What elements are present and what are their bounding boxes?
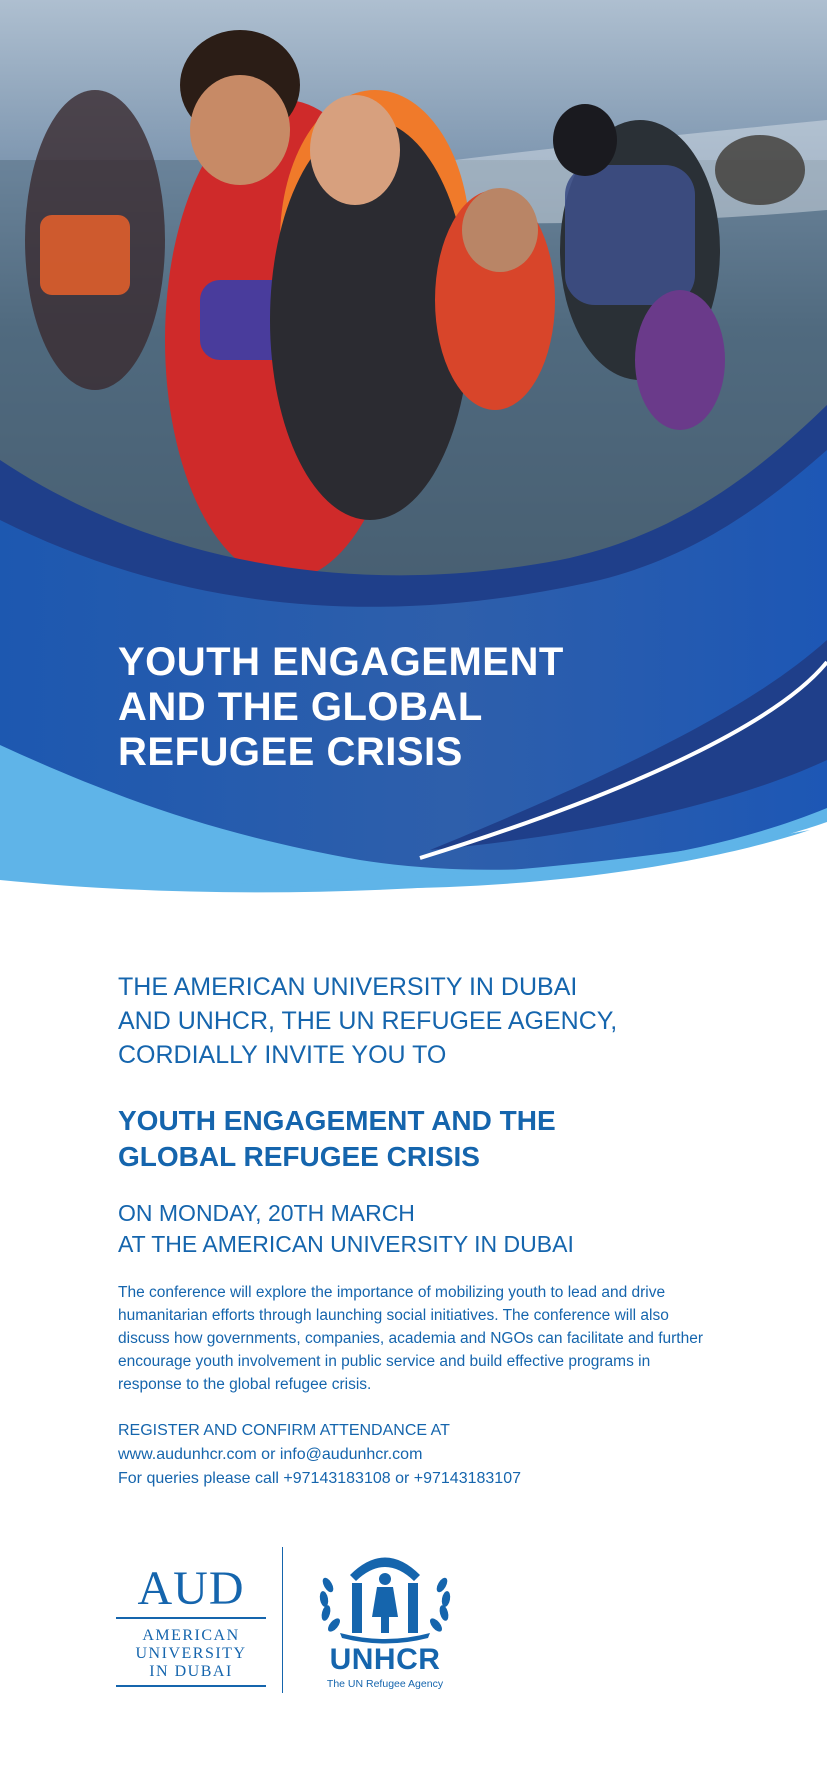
event-title-line: YOUTH ENGAGEMENT AND THE	[118, 1105, 556, 1136]
invitation-line: THE AMERICAN UNIVERSITY IN DUBAI	[118, 973, 578, 1001]
hero-title-line: YOUTH ENGAGEMENT	[118, 640, 564, 684]
invitation-line: AND UNHCR, THE UN REFUGEE AGENCY,	[118, 1007, 618, 1035]
aud-logo	[116, 1562, 266, 1687]
logo-divider	[282, 1547, 283, 1693]
hero-title-line: REFUGEE CRISIS	[118, 730, 463, 774]
event-location: AT THE AMERICAN UNIVERSITY IN DUBAI	[118, 1231, 574, 1257]
aud-logo-line: UNIVERSITY	[135, 1645, 247, 1662]
event-description: The conference will explore the importance of mobilizing youth to lead and drive humanitarian efforts through launching social initiatives. The conference will also discuss how governments, companies, academia and NGOs can facilitate and further encourage youth involvement in public service and build effective programs in response to the global refugee crisis.	[118, 1284, 703, 1393]
event-date-location	[118, 1198, 574, 1260]
registration-heading: REGISTER AND CONFIRM ATTENDANCE AT	[118, 1422, 450, 1439]
unhcr-logo	[310, 1545, 470, 1695]
aud-logo-line: IN DUBAI	[116, 1663, 266, 1687]
registration-phone: For queries please call +97143183108 or +97143183107	[118, 1470, 521, 1487]
unhcr-tagline: The UN Refugee Agency	[326, 1678, 444, 1690]
aud-logo-mark: AUD	[116, 1565, 266, 1619]
hero-title	[118, 640, 564, 775]
hero-title-line: AND THE GLOBAL	[118, 685, 483, 729]
unhcr-wordmark: UNHCR	[329, 1643, 441, 1676]
event-title	[118, 1103, 556, 1175]
registration-info	[118, 1419, 521, 1491]
event-title-line: GLOBAL REFUGEE CRISIS	[118, 1141, 480, 1172]
invitation-line: CORDIALLY INVITE YOU TO	[118, 1041, 447, 1069]
event-date: ON MONDAY, 20TH MARCH	[118, 1200, 415, 1226]
registration-links[interactable]: www.audunhcr.com or info@audunhcr.com	[118, 1446, 423, 1463]
partner-logos	[110, 1545, 590, 1695]
aud-logo-line: AMERICAN	[142, 1627, 240, 1644]
invitation-text	[118, 970, 617, 1072]
unhcr-emblem-icon	[310, 1545, 460, 1645]
